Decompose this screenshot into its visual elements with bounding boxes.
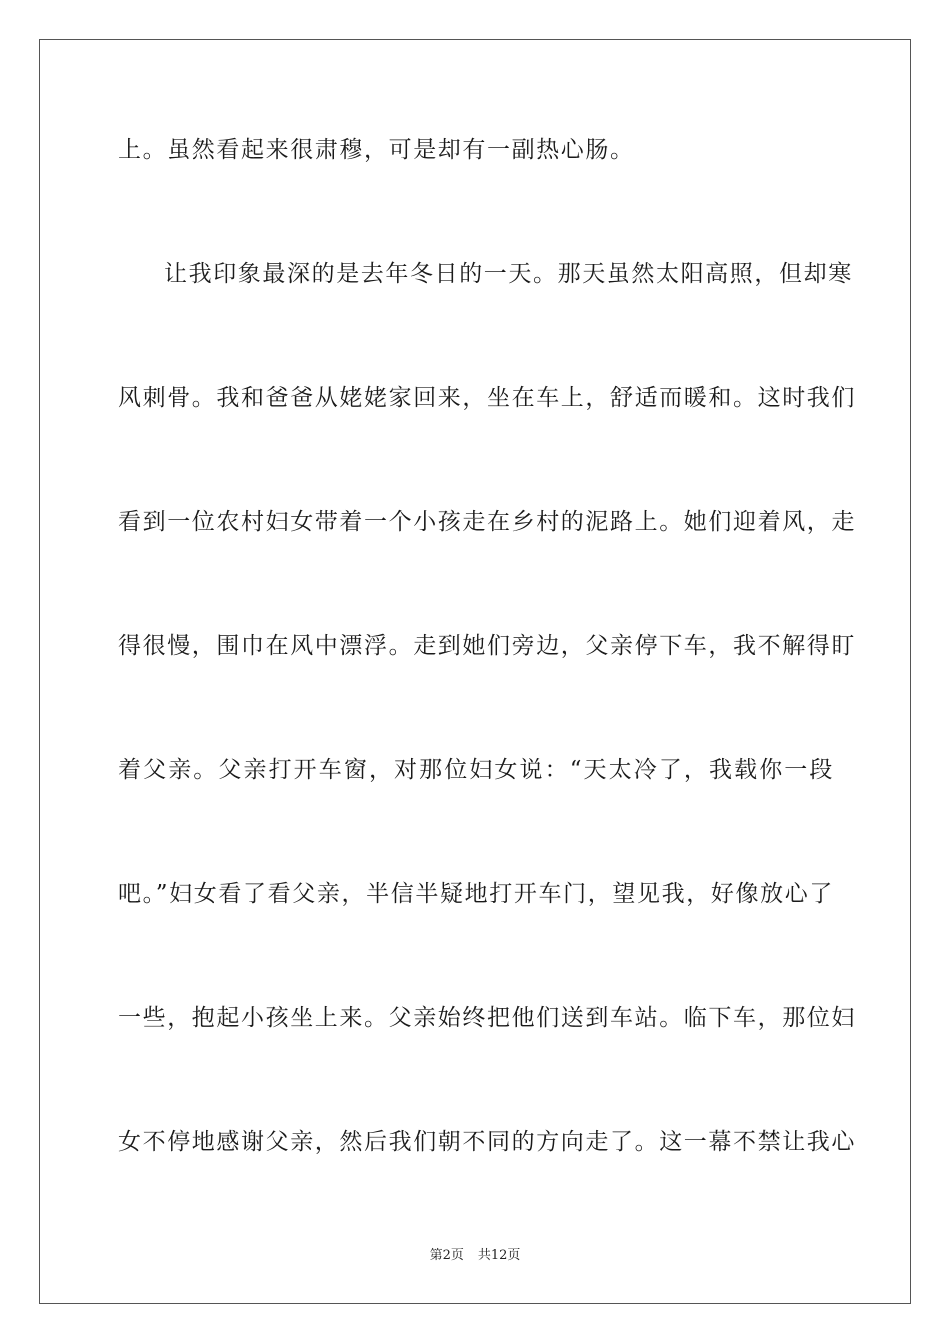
page-number-current: 第2页 <box>429 1248 464 1263</box>
page-border <box>39 39 911 1304</box>
text-line-6: 着父亲。父亲打开车窗，对那位妇女说：“天太冷了，我载你一段 <box>118 757 834 783</box>
text-line-8: 一些，抱起小孩坐上来。父亲始终把他们送到车站。临下车，那位妇 <box>118 1005 856 1031</box>
text-line-1: 上。虽然看起来很肃穆，可是却有一副热心肠。 <box>118 137 635 163</box>
text-line-7: 吧。”妇女看了看父亲，半信半疑地打开车门，望见我，好像放心了 <box>118 881 834 907</box>
text-line-3: 风刺骨。我和爸爸从姥姥家回来，坐在车上，舒适而暖和。这时我们 <box>118 385 856 411</box>
text-line-4: 看到一位农村妇女带着一个小孩走在乡村的泥路上。她们迎着风，走 <box>118 509 856 535</box>
page-footer <box>0 1247 950 1265</box>
text-line-9: 女不停地感谢父亲，然后我们朝不同的方向走了。这一幕不禁让我心 <box>118 1129 856 1155</box>
page-number-total: 共12页 <box>477 1248 521 1263</box>
text-line-5: 得很慢，围巾在风中漂浮。走到她们旁边，父亲停下车，我不解得盯 <box>118 633 856 659</box>
text-line-2: 让我印象最深的是去年冬日的一天。那天虽然太阳高照，但却寒 <box>164 261 853 287</box>
